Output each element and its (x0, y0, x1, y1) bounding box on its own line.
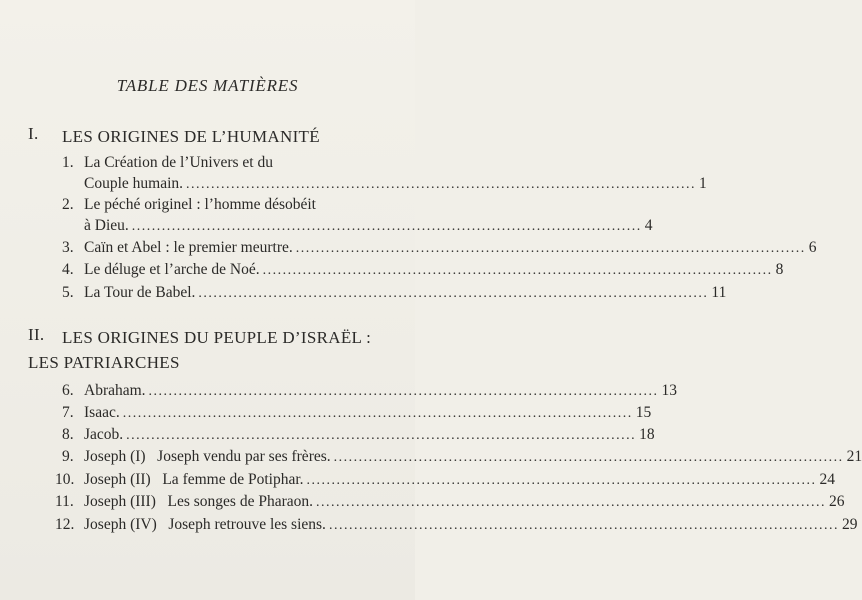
entry-title: Joseph (III) Les songes de Pharaon. (84, 493, 313, 510)
entry-title: La Tour de Babel. (84, 284, 196, 301)
entry-number: 3. (62, 239, 74, 256)
entry-title: à Dieu. (84, 217, 129, 234)
page-number: 11 (711, 284, 727, 301)
section-title: LES ORIGINES DU PEUPLE D’ISRAËL : (62, 328, 372, 347)
page-number: 26 (829, 493, 845, 510)
page-number: 8 (775, 261, 784, 278)
section-subtitle: LES PATRIARCHES (28, 353, 180, 372)
dot-leader: ...................................................................................................... (306, 473, 817, 488)
dot-leader: ...................................................................................................... (126, 428, 637, 443)
page-title: TABLE DES MATIÈRES (116, 76, 299, 95)
page-number: 1 (699, 175, 707, 192)
entry-title: Joseph (I) Joseph vendu par ses frères. (84, 448, 331, 465)
entry-number: 8. (62, 426, 74, 443)
dot-leader: ...................................................................................................... (148, 384, 659, 399)
entry-number: 12. (55, 516, 75, 533)
entry-number: 4. (62, 261, 74, 278)
entry-number: 9. (62, 448, 74, 465)
page-number: 29 (841, 516, 858, 533)
entry-title: Caïn et Abel : le premier meurtre. (84, 239, 293, 256)
dot-leader: ...................................................................................................... (186, 177, 697, 192)
dot-leader: ...................................................................................................... (295, 241, 806, 256)
page-number: 21 (846, 448, 862, 465)
section-numeral: II. (28, 325, 45, 344)
entry-title: Isaac. (84, 404, 120, 421)
page-number: 6 (808, 239, 817, 256)
dot-leader: ...................................................................................................... (328, 518, 839, 533)
entry-number: 11. (55, 493, 74, 510)
entry-title: Jacob. (84, 426, 124, 443)
entry-number: 10. (55, 471, 75, 488)
page-number: 4 (644, 217, 653, 234)
dot-leader: ...................................................................................................... (262, 263, 773, 278)
entry-number: 2. (62, 196, 74, 213)
page-number: 24 (819, 471, 836, 488)
page-number: 15 (635, 404, 652, 421)
page-number: 13 (661, 382, 678, 399)
entry-title: Joseph (IV) Joseph retrouve les siens. (84, 516, 326, 533)
entry-number: 5. (62, 284, 74, 301)
dot-leader: ...................................................................................................... (131, 219, 642, 234)
entry-title: Couple humain. (84, 175, 184, 192)
section-title: LES ORIGINES DE L’HUMANITÉ (62, 127, 320, 146)
entry-number: 1. (62, 154, 74, 171)
entry-number: 6. (62, 382, 74, 399)
dot-leader: ...................................................................................................... (333, 450, 844, 465)
entry-title: Le déluge et l’arche de Noé. (84, 261, 260, 278)
dot-leader: ...................................................................................................... (122, 406, 633, 421)
dot-leader: ...................................................................................................... (316, 495, 826, 510)
section-numeral: I. (28, 124, 39, 143)
entry-title: Joseph (II) La femme de Potiphar. (84, 471, 304, 488)
entry-title: Abraham. (84, 382, 146, 399)
dot-leader: ...................................................................................................... (198, 286, 709, 301)
entry-title: Le péché originel : l’homme désobéit (84, 196, 316, 213)
entry-title: La Création de l’Univers et du (84, 154, 273, 171)
entry-number: 7. (62, 404, 74, 421)
page-number: 18 (639, 426, 655, 443)
